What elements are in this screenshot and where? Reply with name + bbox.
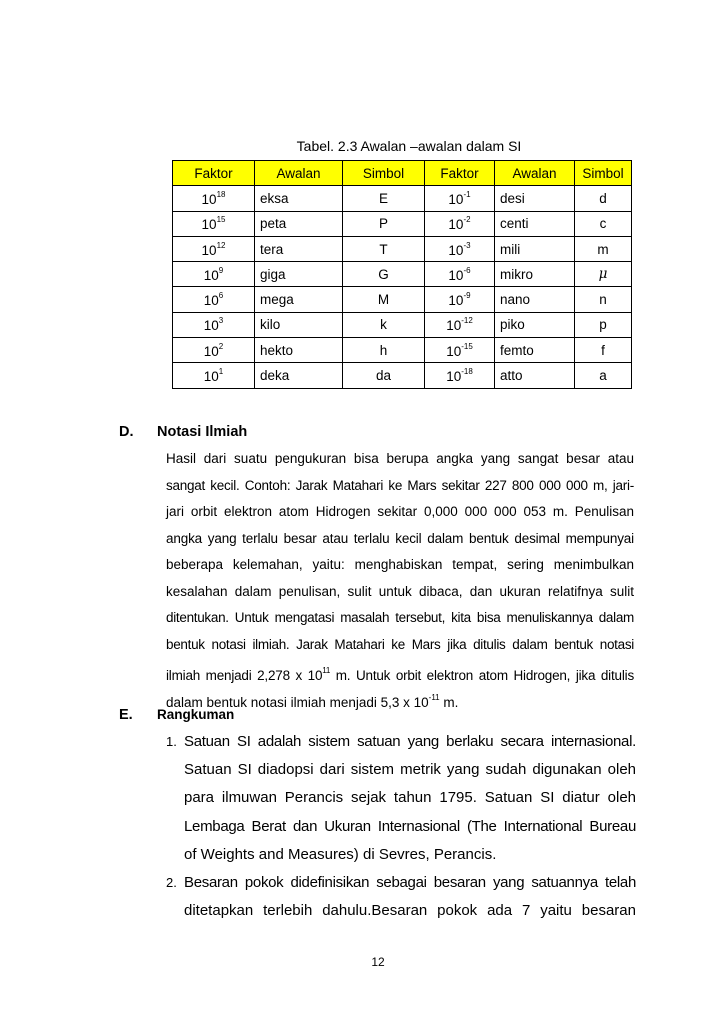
factor-cell: $10^1$: [173, 363, 255, 388]
symbol-cell: p: [575, 312, 632, 337]
list-line: ditetapkan terlebih dahulu.Besaran pokok ada 7 yaitu besaran: [184, 902, 636, 920]
list-line: Satuan SI adalah sistem satuan yang berlaku secara internasional.: [184, 733, 636, 750]
paragraph-line: bentuk notasi ilmiah. Jarak Matahari ke Mars jika ditulis dalam bentuk notasi: [166, 636, 634, 652]
table-row: [173, 186, 632, 211]
prefix-cell: peta: [255, 211, 343, 236]
prefix-cell: nano: [495, 287, 575, 312]
paragraph-line: dalam bentuk notasi ilmiah menjadi 5,3 x $10^{-11}$ m.: [166, 692, 459, 710]
symbol-cell: μ: [575, 262, 632, 287]
factor-cell: $10^{-18}$: [425, 363, 495, 388]
paragraph-line: Hasil dari suatu pengukuran bisa berupa angka yang sangat besar atau: [166, 451, 634, 466]
factor-cell: $10^{15}$: [173, 211, 255, 236]
header-awalan: Awalan: [495, 161, 575, 186]
si-prefix-table: [172, 160, 632, 389]
section-letter: E.: [119, 707, 133, 723]
paragraph-line: kesalahan dalam penulisan, sulit untuk dibaca, dan ukuran relatifnya sulit: [166, 583, 634, 599]
symbol-cell: m: [575, 236, 632, 261]
section-d-heading: [119, 424, 247, 440]
factor-cell: $10^6$: [173, 287, 255, 312]
factor-cell: $10^2$: [173, 338, 255, 363]
symbol-cell: n: [575, 287, 632, 312]
table-row: [173, 262, 632, 287]
symbol-cell: G: [343, 262, 425, 287]
list-line: Lembaga Berat dan Ukuran Internasional (The International Bureau: [184, 817, 636, 835]
header-simbol: Simbol: [343, 161, 425, 186]
section-letter: D.: [119, 424, 134, 440]
prefix-cell: piko: [495, 312, 575, 337]
table-header-row: [173, 161, 632, 186]
prefix-cell: mega: [255, 287, 343, 312]
factor-cell: $10^{12}$: [173, 236, 255, 261]
prefix-cell: tera: [255, 236, 343, 261]
symbol-cell: h: [343, 338, 425, 363]
list-line: Satuan SI diadopsi dari sistem metrik yang sudah digunakan oleh: [184, 761, 636, 779]
header-awalan: Awalan: [255, 161, 343, 186]
symbol-cell: M: [343, 287, 425, 312]
prefix-cell: hekto: [255, 338, 343, 363]
paragraph-line: beberapa kelemahan, yaitu: menghabiskan tempat, sering menimbulkan: [166, 557, 634, 572]
prefix-cell: giga: [255, 262, 343, 287]
table-row: [173, 363, 632, 388]
table-row: [173, 312, 632, 337]
paragraph-line: ditentukan. Untuk mengatasi masalah tersebut, kita bisa menuliskannya dalam: [166, 610, 634, 625]
list-line: of Weights and Measures) di Sevres, Perancis.: [184, 845, 497, 863]
symbol-cell: E: [343, 186, 425, 211]
symbol-cell: T: [343, 236, 425, 261]
section-title: Notasi Ilmiah: [157, 424, 248, 440]
factor-cell: $10^{-9}$: [425, 287, 495, 312]
list-item: [166, 869, 636, 925]
symbol-cell: c: [575, 211, 632, 236]
prefix-cell: mili: [495, 236, 575, 261]
prefix-cell: femto: [495, 338, 575, 363]
factor-cell: $10^{18}$: [173, 186, 255, 211]
paragraph-line: sangat kecil. Contoh: Jarak Matahari ke Mars sekitar 227 800 000 000 m, jari-: [166, 477, 634, 493]
symbol-cell: da: [343, 363, 425, 388]
symbol-cell: f: [575, 338, 632, 363]
summary-list: [166, 728, 636, 925]
table-row: [173, 338, 632, 363]
symbol-cell: d: [575, 186, 632, 211]
table-caption: Tabel. 2.3 Awalan –awalan dalam SI: [296, 138, 522, 154]
list-number: 2.: [166, 874, 177, 890]
list-number: 1.: [166, 734, 177, 749]
table-row: [173, 287, 632, 312]
table-row: [173, 211, 632, 236]
prefix-cell: atto: [495, 363, 575, 388]
prefix-cell: kilo: [255, 312, 343, 337]
header-faktor: Faktor: [173, 161, 255, 186]
table-row: [173, 236, 632, 261]
list-line: para ilmuwan Perancis sejak tahun 1795. Satuan SI diatur oleh: [184, 789, 636, 807]
list-item: [166, 728, 636, 869]
factor-cell: $10^3$: [173, 312, 255, 337]
factor-cell: $10^9$: [173, 262, 255, 287]
list-line: Besaran pokok didefinisikan sebagai besaran yang satuannya telah: [184, 873, 636, 891]
header-faktor: Faktor: [425, 161, 495, 186]
section-e-heading: [119, 707, 234, 723]
factor-cell: $10^{-1}$: [425, 186, 495, 211]
prefix-cell: centi: [495, 211, 575, 236]
prefix-cell: mikro: [495, 262, 575, 287]
factor-cell: $10^{-12}$: [425, 312, 495, 337]
prefix-cell: deka: [255, 363, 343, 388]
symbol-cell: P: [343, 211, 425, 236]
prefix-cell: desi: [495, 186, 575, 211]
prefix-cell: eksa: [255, 186, 343, 211]
factor-cell: $10^{-2}$: [425, 211, 495, 236]
paragraph-line: ilmiah menjadi 2,278 x $10^{11}$ m. Untuk orbit elektron atom Hidrogen, jika ditulis: [166, 666, 634, 683]
symbol-cell: k: [343, 312, 425, 337]
section-d-paragraph: [166, 446, 634, 711]
header-simbol: Simbol: [575, 161, 632, 186]
paragraph-line: angka yang terlalu besar atau terlalu kecil dalam bentuk desimal mempunyai: [166, 530, 634, 546]
symbol-cell: a: [575, 363, 632, 388]
factor-cell: $10^{-3}$: [425, 236, 495, 261]
factor-cell: $10^{-15}$: [425, 338, 495, 363]
paragraph-line: jari orbit elektron atom Hidrogen sekitar 0,000 000 000 053 m. Penulisan: [166, 504, 634, 519]
section-title: Rangkuman: [157, 707, 235, 722]
factor-cell: $10^{-6}$: [425, 262, 495, 287]
page-number: 12: [371, 955, 385, 969]
